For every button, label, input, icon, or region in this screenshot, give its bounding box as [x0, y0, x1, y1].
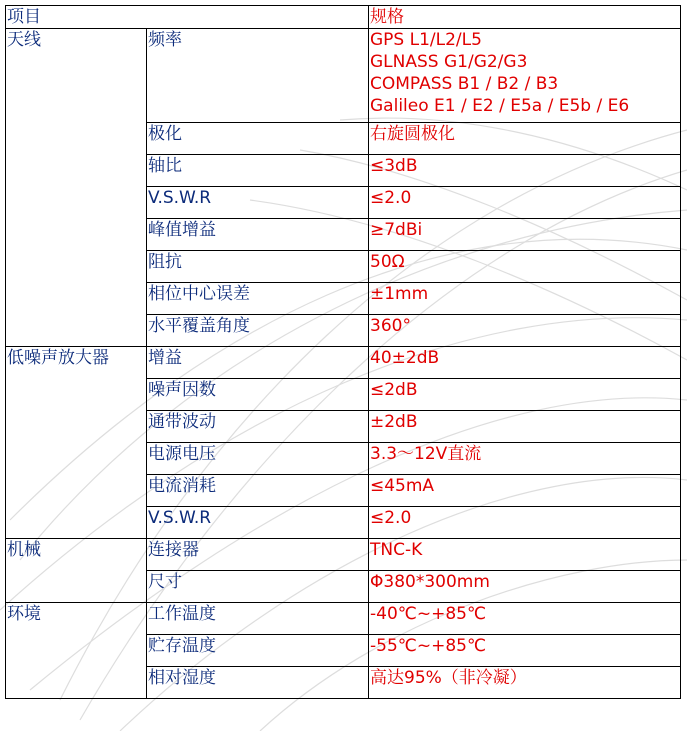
- param-value-line: 40±2dB: [370, 348, 440, 368]
- table-row: [6, 539, 681, 571]
- param-value-cell: [369, 187, 681, 219]
- param-label-cell: 工作温度: [147, 603, 369, 635]
- param-label-cell: 水平覆盖角度: [147, 315, 369, 347]
- param-value-line: 3.3～12V直流: [370, 444, 482, 464]
- param-label-cell: 连接器: [147, 539, 369, 571]
- param-value-line: 50Ω: [370, 252, 405, 272]
- param-value-cell: [369, 411, 681, 443]
- group-name-cell: 机械: [6, 539, 147, 603]
- param-value-line: ≤2.0: [370, 508, 412, 528]
- param-value-cell: [369, 379, 681, 411]
- param-label-cell: V.S.W.R: [147, 187, 369, 219]
- param-label-cell: 噪声因数: [147, 379, 369, 411]
- param-label-cell: 峰值增益: [147, 219, 369, 251]
- param-value-line: GLNASS G1/G2/G3: [370, 52, 528, 72]
- param-value-cell: [369, 539, 681, 571]
- group-name-cell: 低噪声放大器: [6, 347, 147, 539]
- param-value-cell: [369, 155, 681, 187]
- param-label-cell: 频率: [147, 29, 369, 123]
- param-label-cell: 阻抗: [147, 251, 369, 283]
- param-value-cell: [369, 443, 681, 475]
- table-row: [6, 347, 681, 379]
- param-value-cell: [369, 635, 681, 667]
- param-label-cell: 电源电压: [147, 443, 369, 475]
- param-value-cell: [369, 571, 681, 603]
- param-value-line: 高达95%（非冷凝）: [370, 668, 527, 688]
- param-value-line: ≤45mA: [370, 476, 435, 496]
- param-value-cell: [369, 219, 681, 251]
- param-value-cell: [369, 507, 681, 539]
- param-label-cell: 增益: [147, 347, 369, 379]
- param-value-line: -55℃~+85℃: [370, 636, 487, 656]
- param-value-line: ≥7dBi: [370, 220, 423, 240]
- param-value-line: TNC-K: [370, 540, 423, 560]
- group-name-cell: 环境: [6, 603, 147, 699]
- param-value-line: ±2dB: [370, 412, 418, 432]
- table-row: [6, 29, 681, 123]
- param-label-cell: 电流消耗: [147, 475, 369, 507]
- param-value-cell: [369, 123, 681, 155]
- param-value-line: ±1mm: [370, 284, 429, 304]
- param-value-cell: [369, 603, 681, 635]
- param-value-line: Φ380*300mm: [370, 572, 490, 592]
- param-value-cell: [369, 475, 681, 507]
- param-value-line: ≤2dB: [370, 380, 418, 400]
- header-item-cell: 项目: [6, 6, 369, 29]
- header-spec-cell: 规格: [369, 6, 681, 29]
- param-value-line: Galileo E1 / E2 / E5a / E5b / E6: [370, 96, 630, 116]
- param-label-cell: 相对湿度: [147, 667, 369, 699]
- param-value-line: 右旋圆极化: [370, 124, 455, 144]
- param-value-cell: [369, 251, 681, 283]
- param-label-cell: V.S.W.R: [147, 507, 369, 539]
- group-name-cell: 天线: [6, 29, 147, 347]
- param-label-cell: 轴比: [147, 155, 369, 187]
- param-value-cell: [369, 283, 681, 315]
- param-value-cell: [369, 29, 681, 123]
- param-value-line: GPS L1/L2/L5: [370, 30, 482, 50]
- param-label-cell: 通带波动: [147, 411, 369, 443]
- param-value-cell: [369, 347, 681, 379]
- param-value-cell: [369, 315, 681, 347]
- param-value-line: COMPASS B1 / B2 / B3: [370, 74, 559, 94]
- param-value-line: ≤3dB: [370, 156, 418, 176]
- param-value-line: ≤2.0: [370, 188, 412, 208]
- param-value-cell: [369, 667, 681, 699]
- param-label-cell: 贮存温度: [147, 635, 369, 667]
- spec-table-body: [6, 6, 681, 699]
- spec-table: [5, 5, 681, 699]
- param-label-cell: 尺寸: [147, 571, 369, 603]
- param-label-cell: 相位中心误差: [147, 283, 369, 315]
- param-value-line: 360°: [370, 316, 411, 336]
- param-value-line: -40℃~+85℃: [370, 604, 487, 624]
- table-row: [6, 603, 681, 635]
- header-row: [6, 6, 681, 29]
- param-label-cell: 极化: [147, 123, 369, 155]
